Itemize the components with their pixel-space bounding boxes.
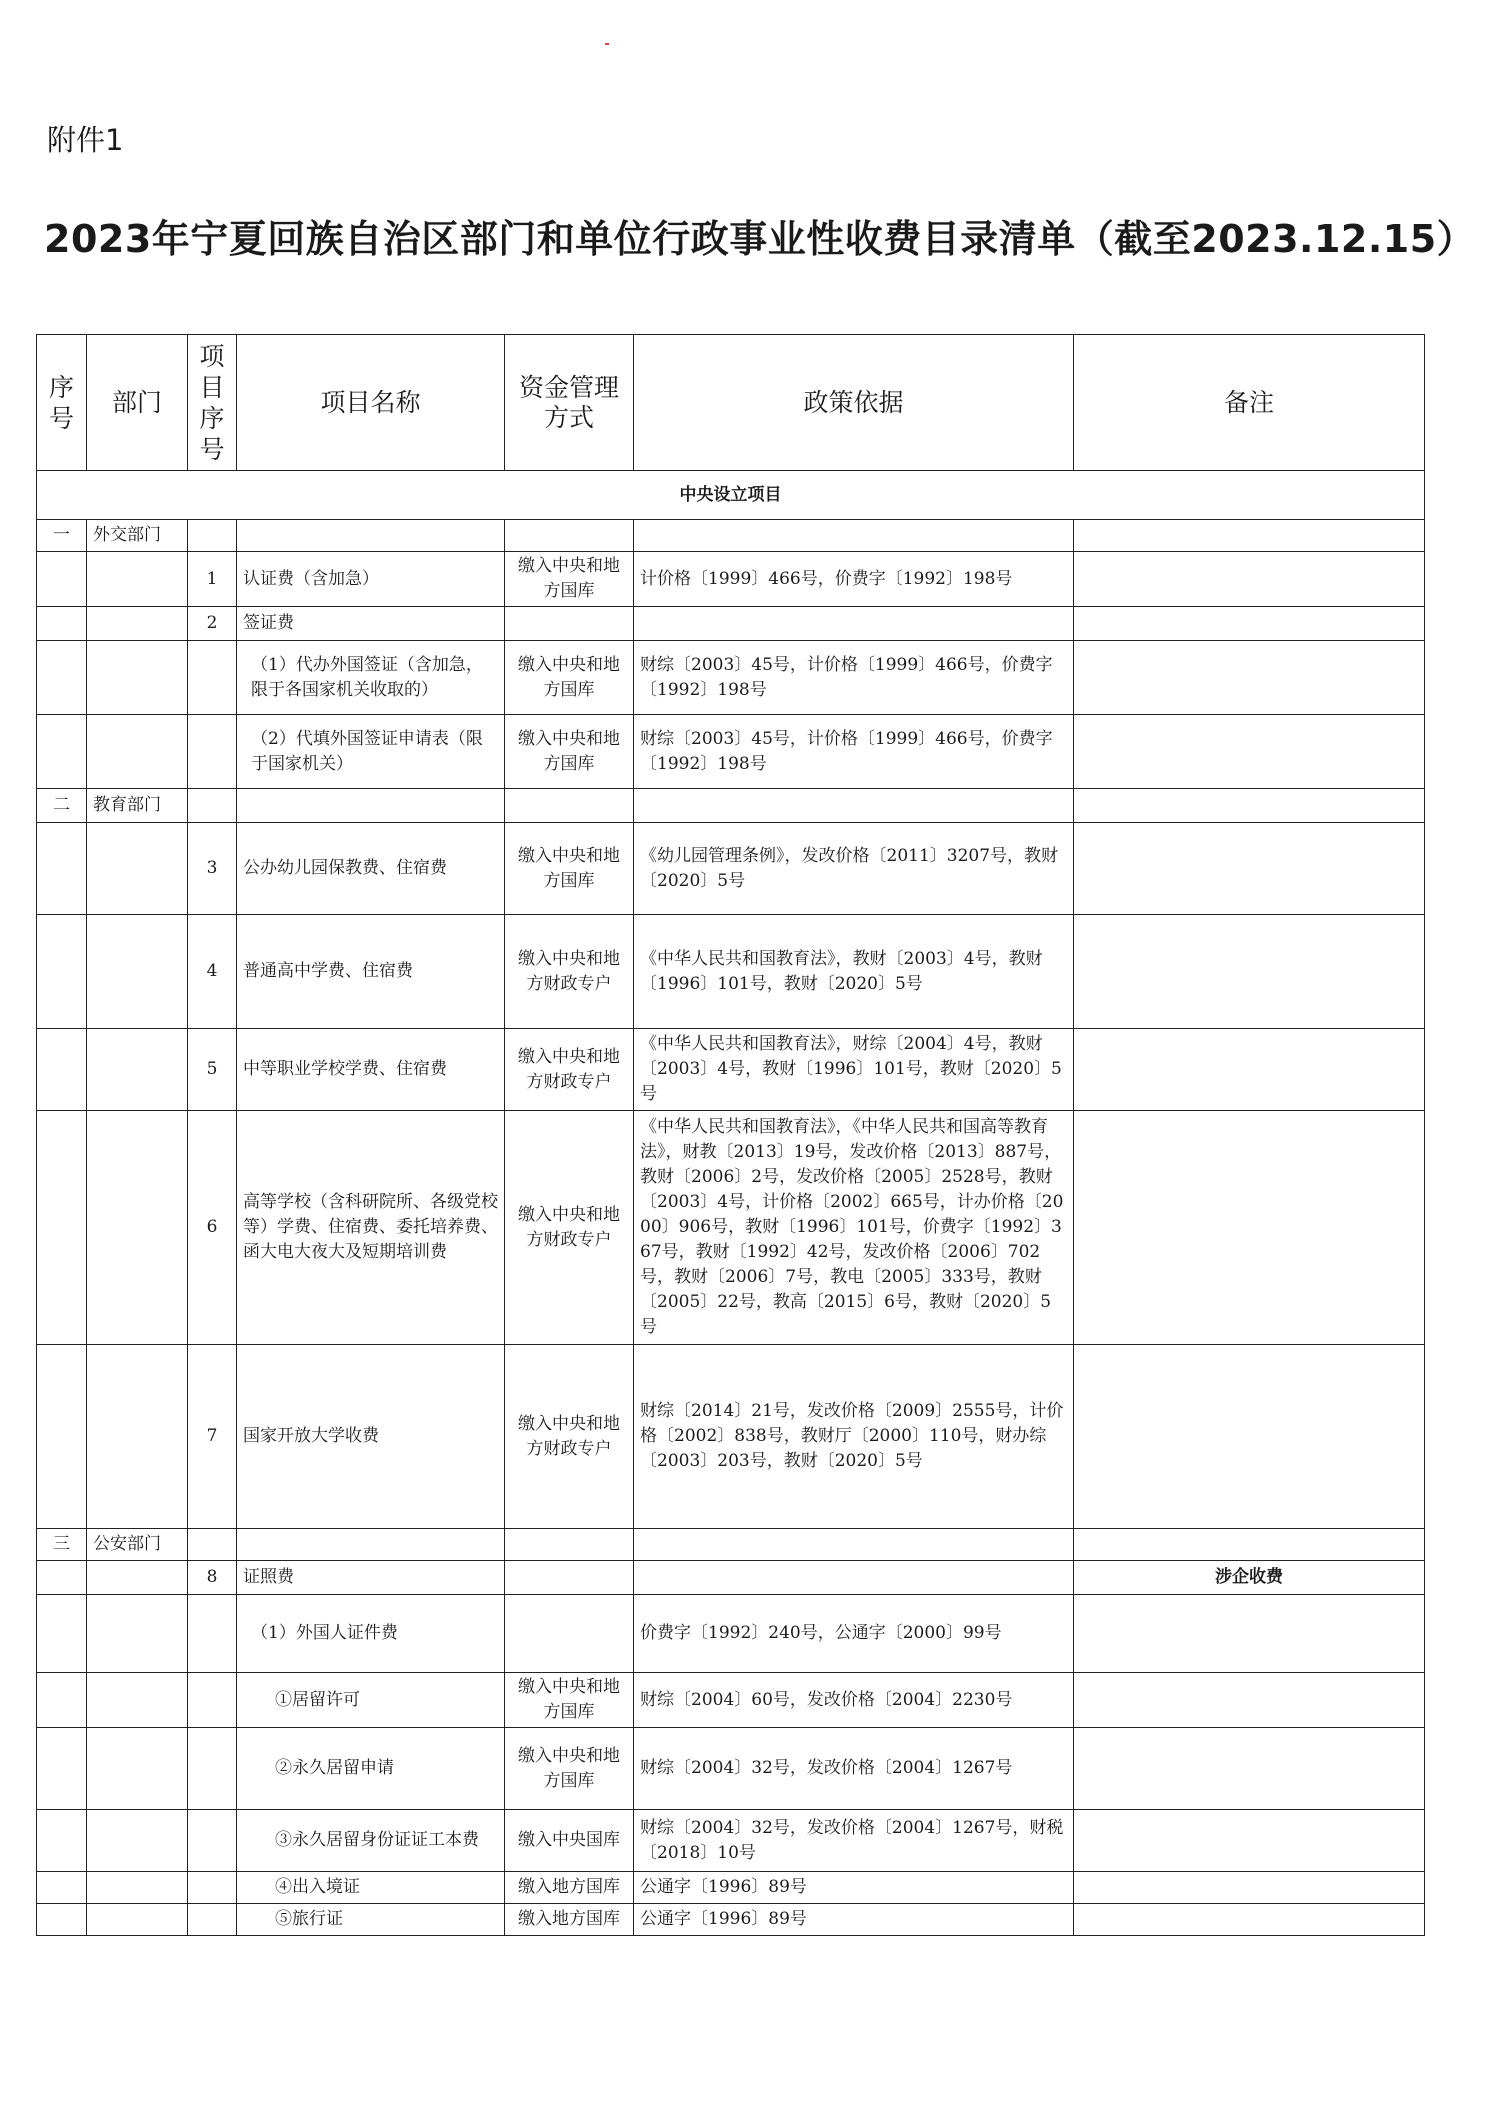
row-policy: 公通字〔1996〕89号	[634, 1904, 1074, 1936]
row-note	[1074, 1673, 1425, 1728]
sub-item-row	[37, 1810, 1425, 1872]
row-fund-mgmt	[505, 520, 634, 552]
row-policy: 公通字〔1996〕89号	[634, 1872, 1074, 1904]
row-note	[1074, 607, 1425, 641]
row-dept	[87, 715, 188, 789]
sub-item-row	[37, 1904, 1425, 1936]
row-note	[1074, 1595, 1425, 1673]
row-item-name: ④出入境证	[237, 1872, 505, 1904]
row-item-no: 7	[188, 1345, 237, 1529]
row-fund-mgmt: 缴入中央和地方财政专户	[505, 915, 634, 1029]
row-item-name	[237, 520, 505, 552]
row-policy	[634, 1561, 1074, 1595]
header-item-seq: 项目序号	[188, 335, 237, 471]
row-seq	[37, 1595, 87, 1673]
row-dept: 教育部门	[87, 789, 188, 823]
row-seq	[37, 1345, 87, 1529]
row-note	[1074, 1810, 1425, 1872]
row-seq	[37, 1904, 87, 1936]
row-policy: 《中华人民共和国教育法》，财综〔2004〕4号，教财〔2003〕4号，教财〔1996〕101号，教财〔2020〕5号	[634, 1029, 1074, 1111]
row-seq: 一	[37, 520, 87, 552]
row-fund-mgmt	[505, 789, 634, 823]
row-note	[1074, 789, 1425, 823]
item-row	[37, 1561, 1425, 1595]
row-seq	[37, 552, 87, 607]
row-policy: 《幼儿园管理条例》，发改价格〔2011〕3207号，教财〔2020〕5号	[634, 823, 1074, 915]
row-item-no: 3	[188, 823, 237, 915]
row-dept	[87, 915, 188, 1029]
header-note: 备注	[1074, 335, 1425, 471]
row-fund-mgmt	[505, 1529, 634, 1561]
row-seq	[37, 915, 87, 1029]
row-note	[1074, 915, 1425, 1029]
sub-item-row	[37, 1673, 1425, 1728]
row-item-name: 签证费	[237, 607, 505, 641]
row-item-no	[188, 641, 237, 715]
row-seq	[37, 715, 87, 789]
row-fund-mgmt	[505, 1595, 634, 1673]
row-seq	[37, 1728, 87, 1810]
row-item-name: （1）代办外国签证（含加急，限于各国家机关收取的）	[237, 641, 505, 715]
row-note	[1074, 1728, 1425, 1810]
document-title: 2023年宁夏回族自治区部门和单位行政事业性收费目录清单（截至2023.12.15）	[44, 217, 1476, 261]
row-fund-mgmt: 缴入中央和地方国库	[505, 641, 634, 715]
row-item-name: ③永久居留身份证证工本费	[237, 1810, 505, 1872]
section-title: 中央设立项目	[37, 471, 1425, 520]
item-row	[37, 915, 1425, 1029]
scan-speck	[605, 43, 609, 45]
row-dept	[87, 1595, 188, 1673]
row-seq: 三	[37, 1529, 87, 1561]
row-policy: 《中华人民共和国教育法》，教财〔2003〕4号，教财〔1996〕101号，教财〔2020〕5号	[634, 915, 1074, 1029]
row-fund-mgmt: 缴入地方国库	[505, 1904, 634, 1936]
row-dept	[87, 552, 188, 607]
row-item-no	[188, 1810, 237, 1872]
row-dept	[87, 823, 188, 915]
row-note	[1074, 1529, 1425, 1561]
row-note: 涉企收费	[1074, 1561, 1425, 1595]
row-item-name: ①居留许可	[237, 1673, 505, 1728]
row-seq	[37, 1111, 87, 1345]
row-item-no	[188, 715, 237, 789]
row-fund-mgmt	[505, 1561, 634, 1595]
row-dept	[87, 607, 188, 641]
row-item-no: 2	[188, 607, 237, 641]
row-policy	[634, 1529, 1074, 1561]
row-item-name: ⑤旅行证	[237, 1904, 505, 1936]
row-policy	[634, 520, 1074, 552]
sub-item-row	[37, 1728, 1425, 1810]
row-seq	[37, 641, 87, 715]
item-row	[37, 607, 1425, 641]
row-note	[1074, 552, 1425, 607]
row-item-no: 1	[188, 552, 237, 607]
row-item-no: 6	[188, 1111, 237, 1345]
header-dept: 部门	[87, 335, 188, 471]
row-item-name: （2）代填外国签证申请表（限于国家机关）	[237, 715, 505, 789]
row-fund-mgmt: 缴入中央和地方国库	[505, 552, 634, 607]
header-seq: 序号	[37, 335, 87, 471]
row-note	[1074, 1111, 1425, 1345]
row-fund-mgmt: 缴入中央和地方国库	[505, 1673, 634, 1728]
sub-item-row	[37, 641, 1425, 715]
row-fund-mgmt: 缴入中央和地方国库	[505, 1728, 634, 1810]
row-policy	[634, 607, 1074, 641]
row-fund-mgmt	[505, 607, 634, 641]
row-note	[1074, 641, 1425, 715]
row-fund-mgmt: 缴入中央和地方国库	[505, 715, 634, 789]
row-dept	[87, 1345, 188, 1529]
row-note	[1074, 715, 1425, 789]
row-dept	[87, 1904, 188, 1936]
row-dept	[87, 1810, 188, 1872]
header-fund-mgmt: 资金管理方式	[505, 335, 634, 471]
row-policy: 财综〔2004〕32号，发改价格〔2004〕1267号，财税〔2018〕10号	[634, 1810, 1074, 1872]
sub-item-row	[37, 1595, 1425, 1673]
row-seq	[37, 1673, 87, 1728]
row-item-name	[237, 789, 505, 823]
item-row	[37, 823, 1425, 915]
header-policy: 政策依据	[634, 335, 1074, 471]
row-fund-mgmt: 缴入中央和地方财政专户	[505, 1111, 634, 1345]
row-dept	[87, 1872, 188, 1904]
row-dept	[87, 1111, 188, 1345]
row-seq: 二	[37, 789, 87, 823]
row-note	[1074, 1872, 1425, 1904]
row-dept: 公安部门	[87, 1529, 188, 1561]
row-item-no	[188, 1595, 237, 1673]
row-dept	[87, 1673, 188, 1728]
attachment-label: 附件1	[47, 123, 124, 157]
row-seq	[37, 1561, 87, 1595]
row-item-no	[188, 1728, 237, 1810]
header-item-name: 项目名称	[237, 335, 505, 471]
row-policy: 财综〔2014〕21号，发改价格〔2009〕2555号，计价格〔2002〕838号，教财厅〔2000〕110号，财办综〔2003〕203号，教财〔2020〕5号	[634, 1345, 1074, 1529]
sub-item-row	[37, 715, 1425, 789]
sub-item-row	[37, 1872, 1425, 1904]
row-item-no	[188, 1673, 237, 1728]
row-policy	[634, 789, 1074, 823]
row-item-name: ②永久居留申请	[237, 1728, 505, 1810]
row-policy: 财综〔2003〕45号，计价格〔1999〕466号，价费字〔1992〕198号	[634, 641, 1074, 715]
row-dept	[87, 1728, 188, 1810]
row-fund-mgmt: 缴入地方国库	[505, 1872, 634, 1904]
row-seq	[37, 1872, 87, 1904]
row-item-name: 证照费	[237, 1561, 505, 1595]
row-item-name: （1）外国人证件费	[237, 1595, 505, 1673]
row-item-name: 普通高中学费、住宿费	[237, 915, 505, 1029]
department-row	[37, 1529, 1425, 1561]
row-dept	[87, 641, 188, 715]
row-seq	[37, 823, 87, 915]
row-seq	[37, 1810, 87, 1872]
row-note	[1074, 823, 1425, 915]
row-seq	[37, 607, 87, 641]
row-note	[1074, 1904, 1425, 1936]
row-note	[1074, 1029, 1425, 1111]
row-policy: 财综〔2003〕45号，计价格〔1999〕466号，价费字〔1992〕198号	[634, 715, 1074, 789]
row-item-no	[188, 1904, 237, 1936]
fee-catalog-table	[36, 334, 1425, 1936]
row-policy: 财综〔2004〕32号，发改价格〔2004〕1267号	[634, 1728, 1074, 1810]
row-policy: 《中华人民共和国教育法》，《中华人民共和国高等教育法》，财教〔2013〕19号，发改价格〔2013〕887号，教财〔2006〕2号，发改价格〔2005〕2528号，教财〔2003〕4号，计价格〔2002〕665号，计办价格〔2000〕906号，教财〔1996〕101号，价费字〔1992〕367号，教财〔1992〕42号，发改价格〔2006〕702号，教财〔2006〕7号，教电〔2005〕333号，教财〔2005〕22号，教高〔2015〕6号，教财〔2020〕5号	[634, 1111, 1074, 1345]
row-item-name: 中等职业学校学费、住宿费	[237, 1029, 505, 1111]
row-note	[1074, 520, 1425, 552]
row-seq	[37, 1029, 87, 1111]
row-fund-mgmt: 缴入中央和地方国库	[505, 823, 634, 915]
row-policy: 财综〔2004〕60号，发改价格〔2004〕2230号	[634, 1673, 1074, 1728]
row-item-no: 8	[188, 1561, 237, 1595]
row-item-no	[188, 520, 237, 552]
row-policy: 价费字〔1992〕240号，公通字〔2000〕99号	[634, 1595, 1074, 1673]
row-policy: 计价格〔1999〕466号，价费字〔1992〕198号	[634, 552, 1074, 607]
row-item-no	[188, 1529, 237, 1561]
item-row	[37, 1029, 1425, 1111]
row-dept: 外交部门	[87, 520, 188, 552]
row-item-name: 高等学校（含科研院所、各级党校等）学费、住宿费、委托培养费、函大电大夜大及短期培训费	[237, 1111, 505, 1345]
row-item-name: 国家开放大学收费	[237, 1345, 505, 1529]
row-item-no	[188, 789, 237, 823]
row-dept	[87, 1561, 188, 1595]
row-fund-mgmt: 缴入中央国库	[505, 1810, 634, 1872]
department-row	[37, 520, 1425, 552]
item-row	[37, 552, 1425, 607]
row-item-name: 公办幼儿园保教费、住宿费	[237, 823, 505, 915]
item-row	[37, 1111, 1425, 1345]
row-note	[1074, 1345, 1425, 1529]
row-item-no: 5	[188, 1029, 237, 1111]
row-fund-mgmt: 缴入中央和地方财政专户	[505, 1345, 634, 1529]
row-fund-mgmt: 缴入中央和地方财政专户	[505, 1029, 634, 1111]
department-row	[37, 789, 1425, 823]
row-item-no: 4	[188, 915, 237, 1029]
item-row	[37, 1345, 1425, 1529]
row-item-name	[237, 1529, 505, 1561]
row-dept	[87, 1029, 188, 1111]
header-row	[37, 335, 1425, 471]
section-row	[37, 471, 1425, 520]
row-item-no	[188, 1872, 237, 1904]
row-item-name: 认证费（含加急）	[237, 552, 505, 607]
